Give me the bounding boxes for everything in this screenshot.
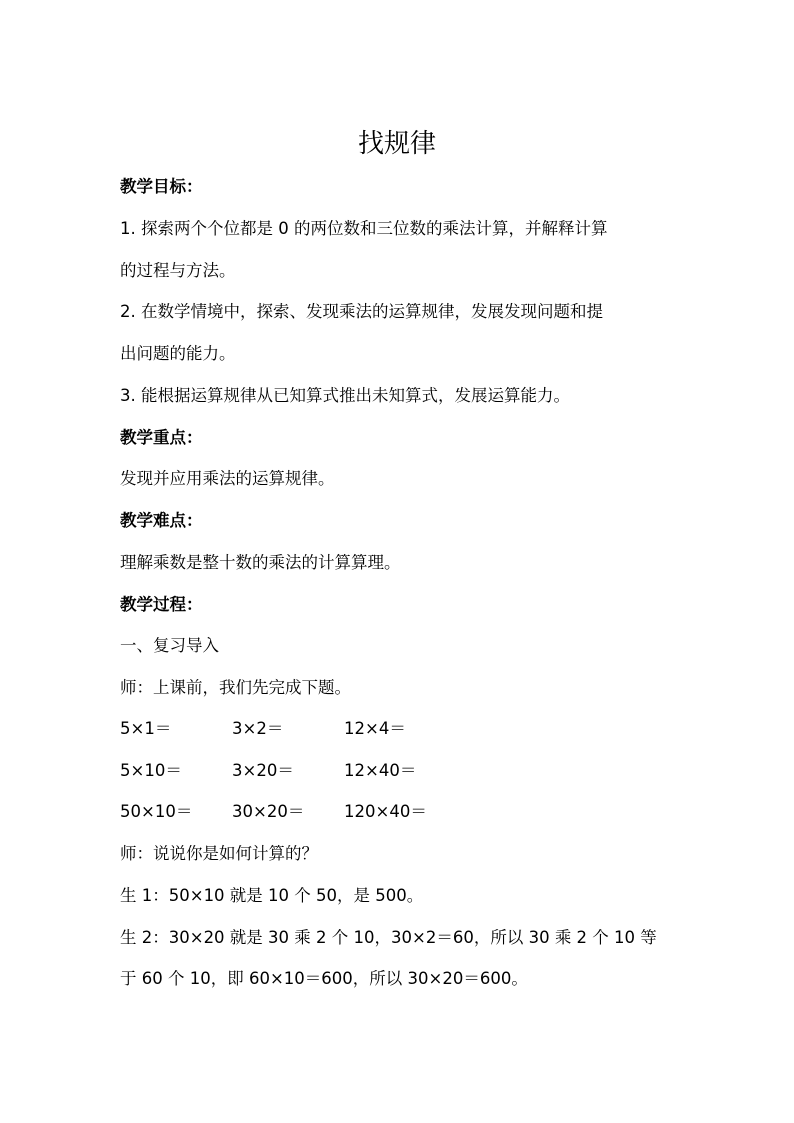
calc-expression: 12×40＝ — [344, 761, 417, 780]
objectives-heading: 教学目标： — [120, 177, 203, 196]
calc-expression: 30×20＝ — [232, 802, 305, 821]
calc-expression: 5×10＝ — [120, 761, 182, 780]
objective-2-line-1: 2. 在数学情境中，探索、发现乘法的运算规律，发展发现问题和提 — [120, 302, 603, 321]
calc-expression: 3×2＝ — [232, 719, 284, 738]
calc-expression: 120×40＝ — [344, 802, 427, 821]
student-2-line-1: 生 2：30×20 就是 30 乘 2 个 10，30×2＝60，所以 30 乘 2 个 10 等 — [120, 928, 657, 947]
page-title: 找规律 — [357, 129, 436, 159]
calc-expression: 3×20＝ — [232, 761, 294, 780]
student-2-line-2: 于 60 个 10，即 60×10＝600，所以 30×20＝600。 — [120, 969, 528, 988]
key-point-text: 发现并应用乘法的运算规律。 — [120, 469, 335, 488]
key-point-heading: 教学重点： — [120, 428, 203, 447]
objective-3: 3. 能根据运算规律从已知算式推出未知算式，发展运算能力。 — [120, 386, 570, 405]
calc-expression: 5×1＝ — [120, 719, 172, 738]
calc-expression: 50×10＝ — [120, 802, 193, 821]
difficulty-text: 理解乘数是整十数的乘法的计算算理。 — [120, 553, 401, 572]
process-heading: 教学过程： — [120, 595, 203, 614]
objective-2-line-2: 出问题的能力。 — [120, 344, 236, 363]
section-review-intro: 一、复习导入 — [120, 636, 219, 655]
student-1-line: 生 1：50×10 就是 10 个 50，是 500。 — [120, 886, 424, 905]
objective-1-line-2: 的过程与方法。 — [120, 261, 236, 280]
teacher-line-2: 师：说说你是如何计算的？ — [120, 844, 318, 863]
objective-1-line-1: 1. 探索两个个位都是 0 的两位数和三位数的乘法计算，并解释计算 — [120, 219, 608, 238]
calc-expression: 12×4＝ — [344, 719, 406, 738]
difficulty-heading: 教学难点： — [120, 511, 203, 530]
teacher-line-1: 师：上课前，我们先完成下题。 — [120, 678, 351, 697]
